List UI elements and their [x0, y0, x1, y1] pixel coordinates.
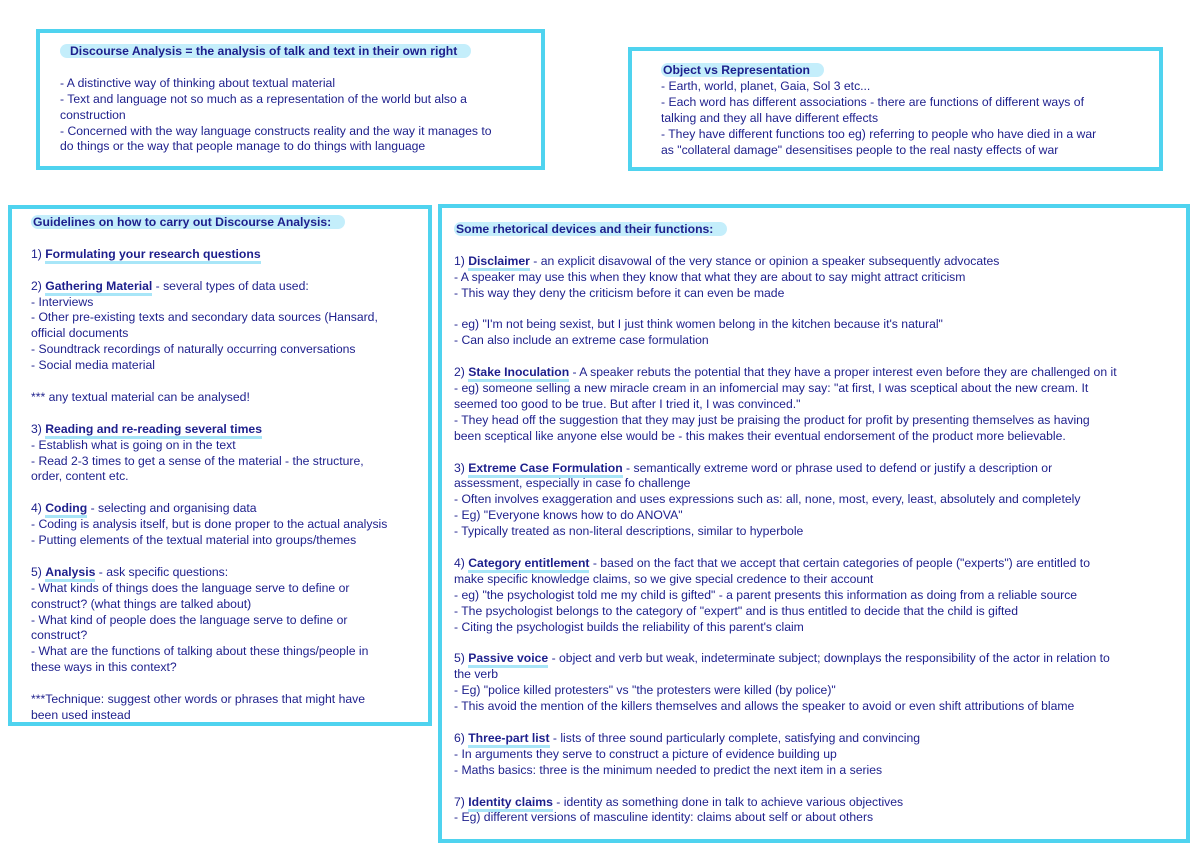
item-number: 1) — [31, 246, 42, 261]
item-description: - A speaker rebuts the potential that they have a proper interest even before they are challenged on it — [569, 365, 1117, 380]
guidelines-steps — [31, 247, 428, 724]
item-line: - Putting elements of the textual material into groups/themes — [31, 533, 357, 548]
intro-line: - Text and language not so much as a representation of the world but also a — [60, 91, 467, 106]
item-line: - Other pre-existing texts and secondary data sources (Hansard, — [31, 310, 378, 325]
guidelines-title: Guidelines on how to carry out Discourse Analysis: — [31, 215, 428, 231]
item-number: 2) — [454, 365, 465, 380]
item-description: - several types of data used: — [152, 278, 309, 293]
item-line: - Eg) different versions of masculine identity: claims about self or about others — [454, 810, 874, 825]
item-description: - identity as something done in talk to achieve various objectives — [552, 794, 904, 809]
intro-line: do things or the way that people manage to do things with language — [60, 139, 426, 154]
item-line: the verb — [454, 667, 499, 682]
spacer — [454, 349, 1186, 365]
item-description: - semantically extreme word or phrase used to defend or justify a description or — [622, 460, 1053, 475]
guideline-step — [31, 422, 428, 502]
intro-lines — [60, 76, 541, 156]
item-name: Reading and re-reading several times — [45, 422, 262, 439]
item-line: - eg) "I'm not being sexist, but I just think women belong in the kitchen because it's natural" — [454, 317, 943, 332]
device-item-header — [454, 731, 1186, 747]
item-line: - In arguments they serve to construct a picture of evidence building up — [454, 746, 837, 761]
item-line: - eg) someone selling a new miracle cream in an infomercial may say: "at first, I was sceptical about the new cream. It — [454, 381, 1089, 396]
device-item — [454, 461, 1186, 556]
item-number: 6) — [454, 730, 465, 745]
item-line: - Read 2-3 times to get a sense of the material - the structure, — [31, 453, 364, 468]
item-line: - Interviews — [31, 294, 94, 309]
device-item-header — [454, 795, 1186, 811]
item-line: - Maths basics: three is the minimum needed to predict the next item in a series — [454, 762, 883, 777]
spacer — [454, 779, 1186, 795]
item-line: - Can also include an extreme case formulation — [454, 333, 709, 348]
item-line: construct? — [31, 628, 88, 643]
item-line: - Establish what is going on in the text — [31, 437, 236, 452]
guideline-step — [31, 501, 428, 565]
item-line: - Coding is analysis itself, but is done proper to the actual analysis — [31, 517, 388, 532]
spacer — [454, 715, 1186, 731]
item-description: - an explicit disavowal of the very stance or opinion a speaker subsequently advocates — [529, 253, 1000, 268]
spacer — [31, 676, 428, 692]
item-line: - Typically treated as non-literal descriptions, similar to hyperbole — [454, 524, 804, 539]
item-line: - This way they deny the criticism before it can even be made — [454, 285, 785, 300]
item-number: 5) — [31, 564, 42, 579]
item-description: - object and verb but weak, indeterminate subject; downplays the responsibility of the actor in relation to — [548, 651, 1110, 666]
item-line: construct? (what things are talked about) — [31, 596, 252, 611]
spacer — [454, 238, 1186, 254]
item-number: 2) — [31, 278, 42, 293]
guideline-step-header — [31, 565, 428, 581]
device-item-header — [454, 556, 1186, 572]
intro-title: Discourse Analysis = the analysis of talk and text in their own right — [60, 44, 541, 60]
spacer — [60, 60, 541, 76]
item-name: Gathering Material — [45, 279, 152, 296]
intro-line: - Concerned with the way language constructs reality and the way it manages to — [60, 123, 492, 138]
item-line: - Social media material — [31, 358, 155, 373]
devices-title: Some rhetorical devices and their functions: — [454, 222, 1186, 238]
item-line: *** any textual material can be analysed! — [31, 389, 250, 404]
item-line: - This avoid the mention of the killers themselves and allows the speaker to avoid or even shift attributions of blame — [454, 699, 1075, 714]
item-name: Passive voice — [468, 651, 548, 668]
intro-line: construction — [60, 107, 126, 122]
item-line: - Often involves exaggeration and uses expressions such as: all, none, most, every, least, absolutely and completely — [454, 492, 1081, 507]
object-representation-box — [628, 47, 1163, 171]
item-line: - Citing the psychologist builds the reliability of this parent's claim — [454, 619, 804, 634]
spacer — [31, 231, 428, 247]
device-item-header — [454, 651, 1186, 667]
guideline-step — [31, 565, 428, 724]
item-line: - eg) "the psychologist told me my child is gifted" - a parent presents this information as doing from a reliable source — [454, 587, 1078, 602]
item-description: - selecting and organising data — [87, 501, 257, 516]
item-number: 5) — [454, 651, 465, 666]
item-number: 3) — [31, 421, 42, 436]
device-item-header — [454, 461, 1186, 477]
spacer — [454, 445, 1186, 461]
item-line: - What kinds of things does the language serve to define or — [31, 580, 350, 595]
item-line: - What kind of people does the language serve to define or — [31, 612, 348, 627]
item-name: Stake Inoculation — [468, 365, 569, 382]
device-item — [454, 365, 1186, 460]
item-line: - A speaker may use this when they know that what they are about to say might attract criticism — [454, 269, 966, 284]
spacer — [31, 485, 428, 501]
item-line: - Soundtrack recordings of naturally occurring conversations — [31, 342, 356, 357]
object-line: as "collateral damage" desensitises people to the real nasty effects of war — [661, 142, 1059, 157]
object-line: talking and they all have different effects — [661, 110, 879, 125]
item-name: Coding — [45, 501, 87, 518]
device-item — [454, 731, 1186, 795]
item-line: - Eg) "Everyone knows how to do ANOVA" — [454, 508, 683, 523]
device-item — [454, 651, 1186, 731]
item-number: 3) — [454, 460, 465, 475]
device-item-header — [454, 254, 1186, 270]
guideline-step — [31, 279, 428, 422]
item-line: make specific knowledge claims, so we give special credence to their account — [454, 571, 874, 586]
item-line: - They head off the suggestion that they may just be praising the product for profit by presenting themselves as having — [454, 412, 1090, 427]
guideline-step-header — [31, 279, 428, 295]
spacer — [31, 406, 428, 422]
item-line: been sceptical like anyone else would be - this makes their eventual endorsement of the product more believable. — [454, 428, 1066, 443]
item-number: 4) — [454, 555, 465, 570]
guidelines-box — [8, 205, 432, 726]
item-description: - based on the fact that we accept that certain categories of people ("experts") are entitled to — [589, 555, 1090, 570]
item-name: Identity claims — [468, 795, 553, 812]
item-name: Disclaimer — [468, 254, 530, 271]
item-line: official documents — [31, 326, 129, 341]
item-number: 4) — [31, 501, 42, 516]
rhetorical-devices-box — [438, 204, 1190, 843]
spacer — [454, 302, 1186, 318]
object-line: - They have different functions too eg) referring to people who have died in a war — [661, 126, 1097, 141]
item-line: order, content etc. — [31, 469, 129, 484]
devices-list — [454, 254, 1186, 827]
item-line: seemed too good to be true. But after I tried it, I was convinced." — [454, 396, 801, 411]
item-line: been used instead — [31, 707, 131, 722]
item-line: - The psychologist belongs to the category of "expert" and is thus entitled to decide that the child is gifted — [454, 603, 1018, 618]
item-description: - lists of three sound particularly complete, satisfying and convincing — [549, 730, 921, 745]
guideline-step — [31, 247, 428, 279]
device-item — [454, 795, 1186, 827]
item-name: Analysis — [45, 565, 95, 582]
device-item-header — [454, 365, 1186, 381]
spacer — [31, 374, 428, 390]
spacer — [454, 635, 1186, 651]
object-title: Object vs Representation — [661, 63, 1159, 79]
item-name: Three-part list — [468, 731, 549, 748]
device-item — [454, 556, 1186, 651]
object-line: - Each word has different associations - there are functions of different ways of — [661, 94, 1084, 109]
item-number: 7) — [454, 794, 465, 809]
item-line: assessment, especially in case fo challenge — [454, 476, 691, 491]
item-name: Category entitlement — [468, 556, 589, 573]
guideline-step-header — [31, 247, 428, 263]
guideline-step-header — [31, 422, 428, 438]
spacer — [454, 540, 1186, 556]
item-number: 1) — [454, 253, 465, 268]
item-line: ***Technique: suggest other words or phrases that might have — [31, 692, 365, 707]
item-name: Extreme Case Formulation — [468, 461, 622, 478]
item-name: Formulating your research questions — [45, 247, 260, 264]
device-item — [454, 254, 1186, 365]
spacer — [31, 263, 428, 279]
guideline-step-header — [31, 501, 428, 517]
item-line: - Eg) "police killed protesters" vs "the protesters were killed (by police)" — [454, 683, 836, 698]
item-line: - What are the functions of talking about these things/people in — [31, 644, 369, 659]
intro-line: - A distinctive way of thinking about textual material — [60, 75, 336, 90]
intro-box — [36, 29, 545, 170]
spacer — [31, 549, 428, 565]
object-line: - Earth, world, planet, Gaia, Sol 3 etc... — [661, 78, 871, 93]
item-description: - ask specific questions: — [95, 564, 229, 579]
item-line: these ways in this context? — [31, 660, 177, 675]
